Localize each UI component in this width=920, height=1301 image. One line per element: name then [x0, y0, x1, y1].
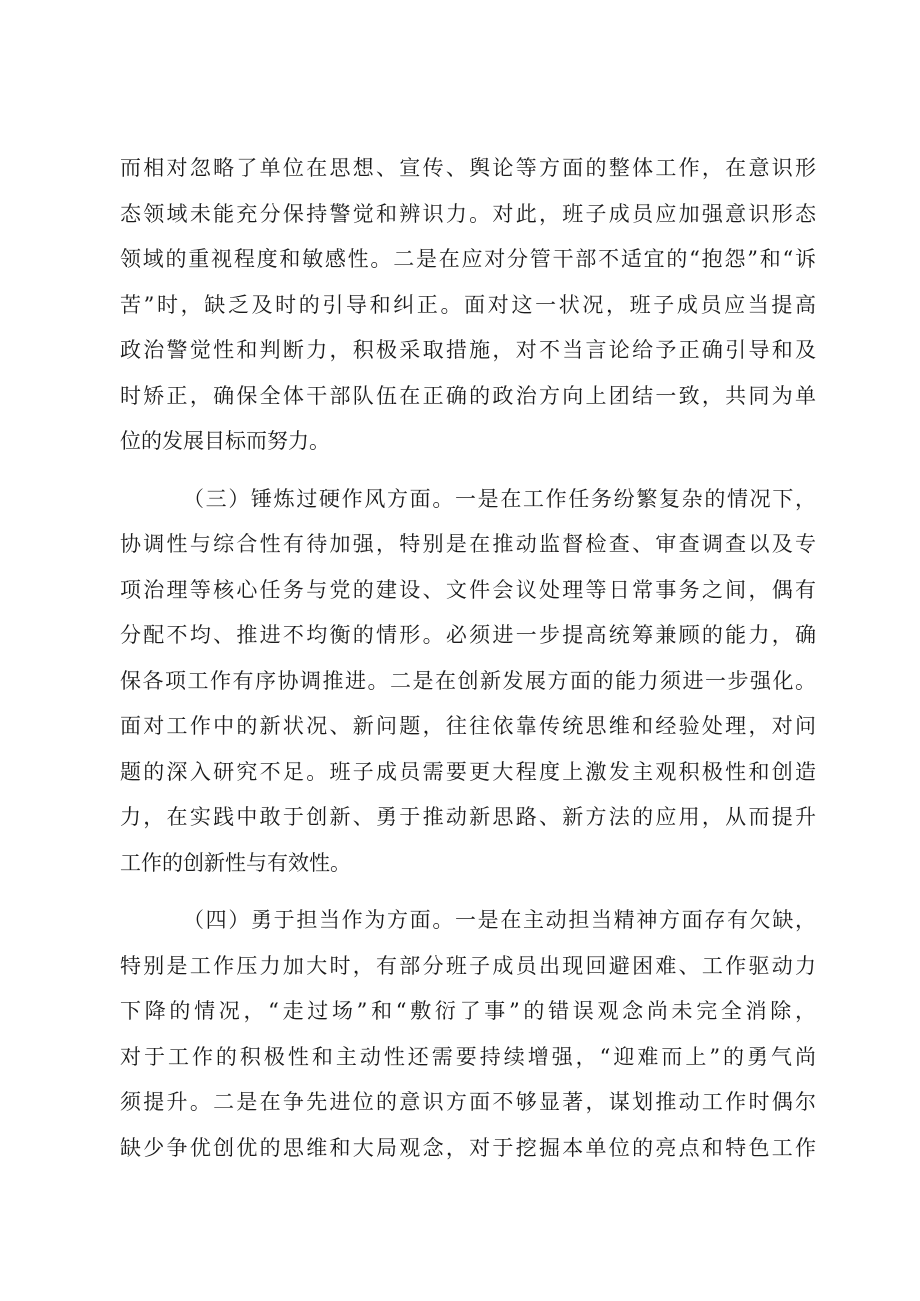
text-line: 而相对忽略了单位在思想、宣传、舆论等方面的整体工作，在意识形 [120, 156, 816, 180]
section-heading-line: （四）勇于担当作为方面。一是在主动担当精神方面存有欠缺， [183, 908, 816, 932]
text-line: 题的深入研究不足。班子成员需要更大程度上激发主观积极性和创造 [120, 759, 816, 784]
text-line: 协调性与综合性有待加强，特别是在推动监督检查、审查调查以及专 [120, 532, 816, 556]
paragraph-work-style [120, 477, 816, 887]
paragraph-gap [120, 465, 816, 477]
section-heading-line: （三）锤炼过硬作风方面。一是在工作任务纷繁复杂的情况下， [183, 486, 816, 511]
text-line: 项治理等核心任务与党的建设、文件会议处理等日常事务之间，偶有 [120, 577, 816, 602]
paragraph-ideology [120, 146, 816, 465]
text-line: 下降的情况，“走过场”和“敷衍了事”的错误观念尚未完全消除， [120, 999, 816, 1023]
paragraph-gap [120, 886, 816, 898]
text-line: 苦”时，缺乏及时的引导和纠正。面对这一状况，班子成员应当提高 [120, 292, 816, 317]
paragraph-responsibility [120, 898, 816, 1171]
text-line: 对于工作的积极性和主动性还需要持续增强，“迎难而上”的勇气尚 [120, 1044, 816, 1069]
text-line: 须提升。二是在争先进位的意识方面不够显著，谋划推动工作时偶尔 [120, 1090, 816, 1114]
text-line: 时矫正，确保全体干部队伍在正确的政治方向上团结一致，共同为单 [120, 383, 816, 408]
text-line: 政治警觉性和判断力，积极采取措施，对不当言论给予正确引导和及 [120, 338, 816, 362]
text-line: 工作的创新性与有效性。 [120, 850, 351, 875]
text-line: 面对工作中的新状况、新问题，往往依靠传统思维和经验处理，对问 [120, 714, 816, 738]
text-line: 分配不均、推进不均衡的情形。必须进一步提高统筹兼顾的能力，确 [120, 623, 816, 647]
text-line: 特别是工作压力加大时，有部分班子成员出现回避困难、工作驱动力 [120, 953, 816, 978]
text-line: 力，在实践中敢于创新、勇于推动新思路、新方法的应用，从而提升 [120, 805, 816, 829]
text-line: 领域的重视程度和敏感性。二是在应对分管干部不适宜的“抱怨”和“诉 [120, 247, 816, 271]
text-line: 保各项工作有序协调推进。二是在创新发展方面的能力须进一步强化。 [120, 668, 816, 693]
document-body [120, 146, 816, 1171]
text-line: 缺少争优创优的思维和大局观念，对于挖掘本单位的亮点和特色工作 [120, 1135, 816, 1160]
text-line: 态领域未能充分保持警觉和辨识力。对此，班子成员应加强意识形态 [120, 201, 816, 226]
text-line: 位的发展目标而努力。 [120, 429, 330, 453]
